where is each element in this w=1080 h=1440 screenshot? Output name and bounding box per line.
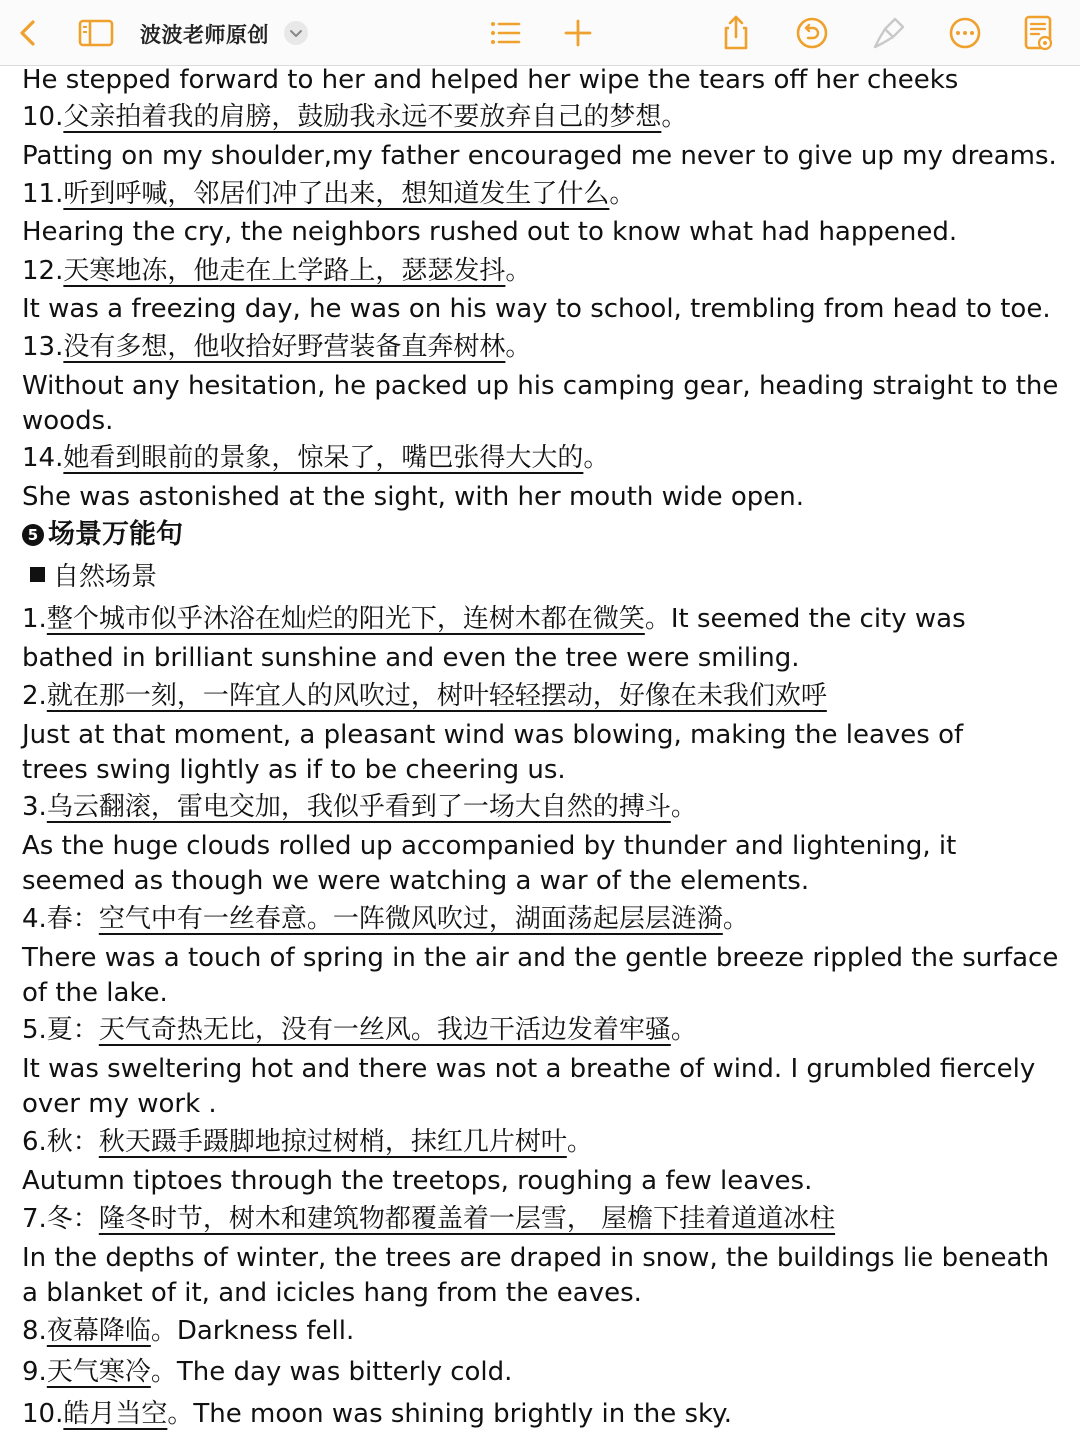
- list-item: 7.冬：隆冬时节，树木和建筑物都覆盖着一层雪， 屋檐下挂着道道冰柱: [22, 1204, 836, 1234]
- more-icon[interactable]: [945, 13, 985, 53]
- brush-icon[interactable]: [869, 13, 909, 53]
- list-icon[interactable]: [485, 13, 525, 53]
- list-item: 2.就在那一刻，一阵宜人的风吹过，树叶轻轻摆动，好像在未我们欢呼: [22, 681, 827, 711]
- list-item: 6.秋：秋天蹑手蹑脚地掠过树梢，抹红几片树叶。: [22, 1127, 593, 1157]
- text-line: It was sweltering hot and there was not a breathe of wind. I grumbled fiercely: [22, 1054, 1036, 1084]
- list-item: 8.夜幕降临。Darkness fell.: [22, 1316, 355, 1346]
- text-line: Hearing the cry, the neighbors rushed out to know what had happened.: [22, 217, 958, 247]
- document-title[interactable]: 波波老师原创: [140, 23, 269, 47]
- list-item: 13.没有多想，他收拾好野营装备直奔树林。: [22, 332, 532, 362]
- sub-heading: 自然场景: [22, 560, 157, 594]
- reader-icon[interactable]: [1018, 13, 1058, 53]
- list-item: 11.听到呼喊，邻居们冲了出来，想知道发生了什么。: [22, 179, 636, 209]
- section-number-badge: 5: [22, 524, 44, 546]
- list-item: 3.乌云翻滚，雷电交加，我似乎看到了一场大自然的搏斗。: [22, 792, 697, 822]
- text-line: There was a touch of spring in the air and the gentle breeze rippled the surface: [22, 943, 1059, 973]
- list-item: 12.天寒地冻，他走在上学路上，瑟瑟发抖。: [22, 256, 532, 286]
- plus-icon[interactable]: [558, 13, 598, 53]
- back-chevron-icon[interactable]: [8, 13, 48, 53]
- sidebar-icon[interactable]: [76, 13, 116, 53]
- text-line: woods.: [22, 406, 114, 436]
- square-bullet-icon: [30, 567, 45, 582]
- list-item: 9.天气寒冷。The day was bitterly cold.: [22, 1357, 513, 1387]
- chevron-down-icon[interactable]: [284, 21, 308, 45]
- text-line: over my work .: [22, 1089, 217, 1119]
- text-line: trees swing lightly as if to be cheering us.: [22, 755, 566, 785]
- top-toolbar: [0, 0, 1080, 66]
- list-item: 10.父亲拍着我的肩膀，鼓励我永远不要放弃自己的梦想。: [22, 102, 688, 132]
- text-line: Without any hesitation, he packed up his camping gear, heading straight to the: [22, 371, 1059, 401]
- section-heading: 5 场景万能句: [22, 518, 183, 552]
- undo-icon[interactable]: [792, 13, 832, 53]
- share-icon[interactable]: [716, 13, 756, 53]
- text-line: She was astonished at the sight, with her mouth wide open.: [22, 482, 805, 512]
- list-item: 1.整个城市似乎沐浴在灿烂的阳光下，连树木都在微笑。It seemed the city was: [22, 604, 966, 634]
- text-line: of the lake.: [22, 978, 168, 1008]
- list-item: 4.春：空气中有一丝春意。一阵微风吹过，湖面荡起层层涟漪。: [22, 904, 749, 934]
- text-line: In the depths of winter, the trees are draped in snow, the buildings lie beneath: [22, 1243, 1050, 1273]
- list-item: 10.皓月当空。The moon was shining brightly in the sky.: [22, 1399, 733, 1429]
- text-line: bathed in brilliant sunshine and even the tree were smiling.: [22, 643, 800, 673]
- list-item: 5.夏：天气奇热无比，没有一丝风。我边干活边发着牢骚。: [22, 1015, 697, 1045]
- text-line: a blanket of it, and icicles hang from the eaves.: [22, 1278, 642, 1308]
- text-line: Patting on my shoulder,my father encouraged me never to give up my dreams.: [22, 141, 1057, 171]
- text-line: Autumn tiptoes through the treetops, roughing a few leaves.: [22, 1166, 813, 1196]
- list-item: 14.她看到眼前的景象，惊呆了，嘴巴张得大大的。: [22, 443, 610, 473]
- text-line: Just at that moment, a pleasant wind was blowing, making the leaves of: [22, 720, 964, 750]
- text-line: seemed as though we were watching a war of the elements.: [22, 866, 810, 896]
- text-line: He stepped forward to her and helped her wipe the tears off her cheeks: [22, 65, 959, 95]
- text-line: As the huge clouds rolled up accompanied by thunder and lightening, it: [22, 831, 957, 861]
- text-line: It was a freezing day, he was on his way to school, trembling from head to toe.: [22, 294, 1051, 324]
